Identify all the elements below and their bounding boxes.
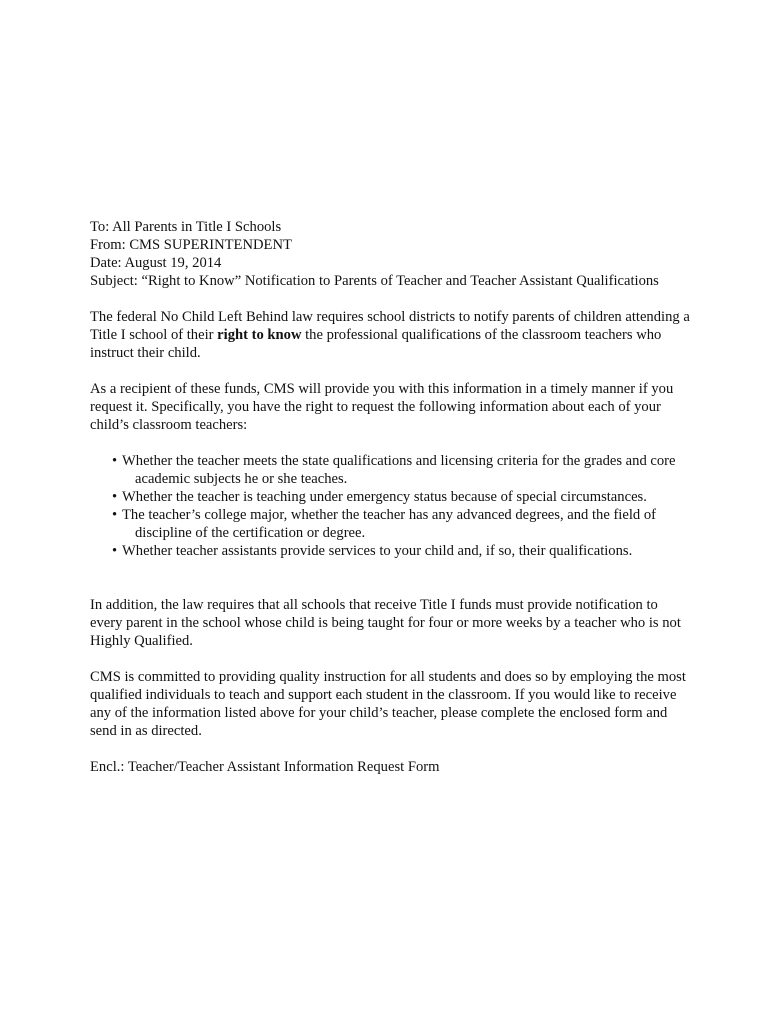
bullet-icon: • bbox=[112, 489, 118, 505]
memo-header bbox=[90, 218, 690, 290]
letter-page bbox=[90, 218, 690, 776]
paragraph-commitment: CMS is committed to providing quality instruction for all students and does so by employing the most qualified individuals to teach and support each student in the classroom. If you would like to receive any of the information listed above for your child’s teacher, please complete the enclosed form and send in as directed. bbox=[90, 669, 686, 739]
list-item-text: Whether the teacher meets the state qualifications and licensing criteria for the grades and core academic subjects he or she teaches. bbox=[122, 453, 676, 487]
list-item bbox=[112, 452, 690, 488]
paragraph-intro-start: The federal No Child Left Behind law requires school districts to notify parents of children attending a Title I school of their bbox=[90, 309, 690, 343]
qualification-list bbox=[90, 452, 690, 560]
list-item bbox=[112, 542, 690, 560]
bullet-icon: • bbox=[112, 543, 118, 559]
memo-from: From: CMS SUPERINTENDENT bbox=[90, 237, 292, 253]
list-item-text: Whether the teacher is teaching under emergency status because of special circumstances. bbox=[122, 489, 647, 505]
paragraph-request-info: As a recipient of these funds, CMS will provide you with this information in a timely manner if you request it. Specifically, you have the right to request the following information about each of your child’s classroom teachers: bbox=[90, 381, 674, 433]
list-item bbox=[112, 506, 690, 542]
memo-to: To: All Parents in Title I Schools bbox=[90, 219, 282, 235]
memo-date: Date: August 19, 2014 bbox=[90, 255, 222, 271]
bullet-icon: • bbox=[112, 507, 118, 523]
bullet-icon: • bbox=[112, 453, 118, 469]
enclosure-line: Encl.: Teacher/Teacher Assistant Information Request Form bbox=[90, 759, 440, 775]
right-to-know-emphasis: right to know bbox=[217, 327, 302, 343]
list-item-text: The teacher’s college major, whether the teacher has any advanced degrees, and the field of discipline of the certification or degree. bbox=[122, 507, 656, 541]
paragraph-notification-rule: In addition, the law requires that all schools that receive Title I funds must provide notification to every parent in the school whose child is being taught for four or more weeks by a teacher who is not Highly Qualified. bbox=[90, 597, 681, 649]
list-item-text: Whether teacher assistants provide services to your child and, if so, their qualifications. bbox=[122, 543, 633, 559]
paragraph-intro bbox=[90, 308, 690, 362]
memo-subject: Subject: “Right to Know” Notification to Parents of Teacher and Teacher Assistant Qualifications bbox=[90, 273, 659, 289]
paragraph-intro-end: the professional qualifications of the classroom teachers who instruct their child. bbox=[90, 327, 662, 361]
list-item bbox=[112, 488, 690, 506]
